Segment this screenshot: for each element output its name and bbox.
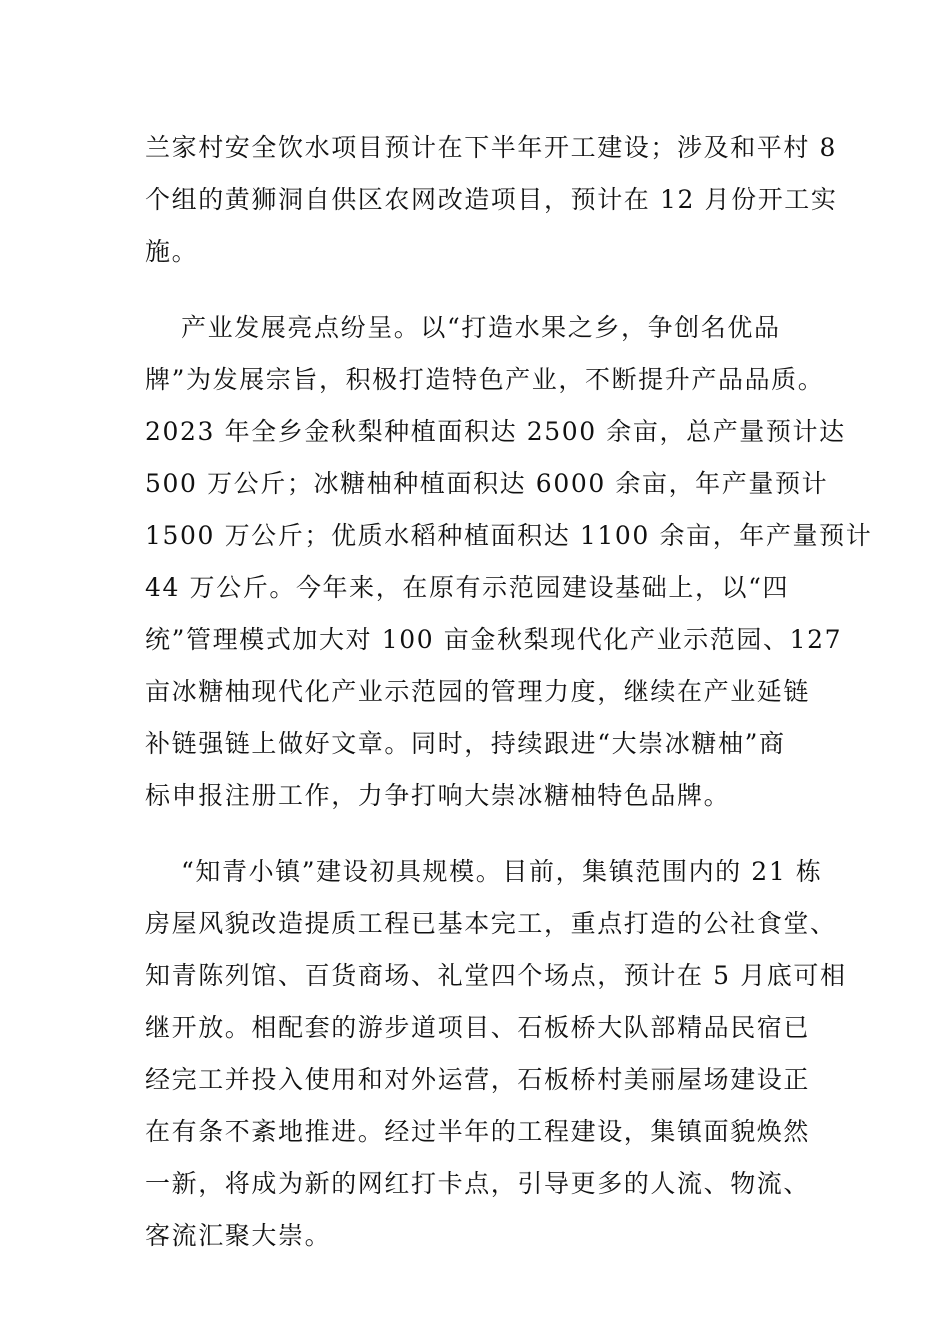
paragraph-spacer bbox=[145, 822, 815, 846]
text-line: 亩冰糖柚现代化产业示范园的管理力度，继续在产业延链 bbox=[145, 677, 811, 706]
document-body bbox=[145, 122, 873, 1262]
text-line: 补链强链上做好文章。同时，持续跟进“大崇冰糖柚”商 bbox=[145, 729, 786, 758]
text-line: 个组的黄狮洞自供区农网改造项目，预计在 12 月份开工实 bbox=[145, 185, 838, 214]
paragraph-spacer bbox=[145, 278, 815, 302]
text-line: 兰家村安全饮水项目预计在下半年开工建设；涉及和平村 8 bbox=[145, 133, 838, 162]
text-line: 44 万公斤。今年来，在原有示范园建设基础上，以“四 bbox=[145, 573, 790, 602]
text-line: 知青陈列馆、百货商场、礼堂四个场点，预计在 5 月底可相 bbox=[145, 961, 847, 990]
text-line: 施。 bbox=[145, 237, 199, 266]
text-line: 2023 年全乡金秋梨种植面积达 2500 余亩，总产量预计达 bbox=[145, 417, 846, 446]
text-line: 牌”为发展宗旨，积极打造特色产业，不断提升产品品质。 bbox=[145, 365, 825, 394]
text-line: 统”管理模式加大对 100 亩金秋梨现代化产业示范园、127 bbox=[145, 625, 843, 654]
paragraph-water-projects bbox=[145, 122, 838, 278]
text-line: 1500 万公斤；优质水稻种植面积达 1100 余亩，年产量预计 bbox=[145, 521, 873, 550]
text-line: 产业发展亮点纷呈。以“打造水果之乡，争创名优品 bbox=[181, 313, 781, 342]
text-line: 客流汇聚大崇。 bbox=[145, 1221, 332, 1250]
text-line: 经完工并投入使用和对外运营，石板桥村美丽屋场建设正 bbox=[145, 1065, 811, 1094]
text-line: 在有条不紊地推进。经过半年的工程建设，集镇面貌焕然 bbox=[145, 1117, 811, 1146]
text-line: “知青小镇”建设初具规模。目前，集镇范围内的 21 栋 bbox=[181, 857, 823, 886]
text-line: 500 万公斤；冰糖柚种植面积达 6000 余亩，年产量预计 bbox=[145, 469, 829, 498]
text-line: 房屋风貌改造提质工程已基本完工，重点打造的公社食堂、 bbox=[145, 909, 837, 938]
text-line: 标申报注册工作，力争打响大崇冰糖柚特色品牌。 bbox=[145, 781, 731, 810]
text-line: 继开放。相配套的游步道项目、石板桥大队部精品民宿已 bbox=[145, 1013, 811, 1042]
text-line: 一新，将成为新的网红打卡点，引导更多的人流、物流、 bbox=[145, 1169, 811, 1198]
paragraph-industry-development bbox=[145, 302, 873, 822]
paragraph-zhiqing-town bbox=[145, 846, 847, 1262]
